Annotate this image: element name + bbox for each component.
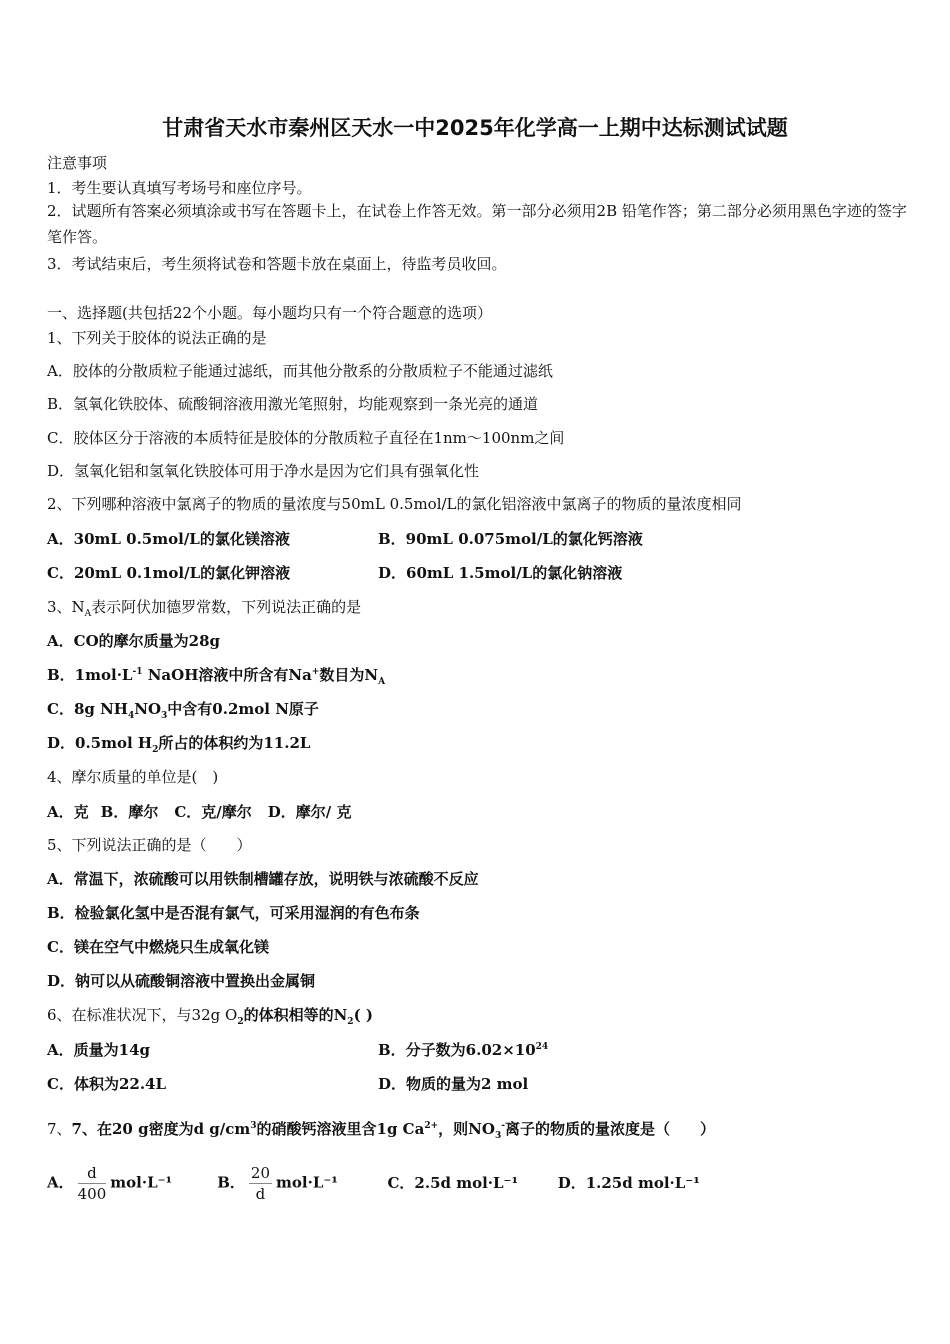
notice-item-2: 2．试题所有答案必须填涂或书写在答题卡上，在试卷上作答无效。第一部分必须用2B 铅笔作答；第二部分必须用黑色字迹的签字笔作答。	[47, 202, 907, 246]
question-5-option-d: D．钠可以从硫酸铜溶液中置换出金属铜	[47, 972, 316, 990]
question-4-options	[47, 801, 377, 822]
question-7-option-c: C．2.5d mol·L⁻¹	[387, 1173, 519, 1192]
fraction-a: $\frac{d}{400}$	[77, 1164, 107, 1203]
question-6-option-b: B．分子数为$6.02\times 10^{24}$	[378, 1041, 549, 1059]
question-3-option-a: A．CO的摩尔质量为28g	[47, 632, 221, 650]
question-1-option-a: A．胶体的分散质粒子能通过滤纸，而其他分散系的分散质粒子不能通过滤纸	[47, 362, 553, 380]
question-6-option-a: A．质量为14g	[47, 1041, 151, 1059]
question-3-option-c: C．8g $NH_4NO_3$中含有0.2mol N原子	[47, 700, 319, 721]
page-title: 甘肃省天水市秦州区天水一中2025年化学高一上期中达标测试试题	[162, 116, 788, 140]
question-7-stem: 7、7、在20 g密度为d $g/cm^3$的硝酸钙溶液里含1g $Ca^{2+}$，则$NO_3^-$离子的物质的量浓度是（ ）	[47, 1120, 715, 1141]
question-1-option-d: D．氢氧化铝和氢氧化铁胶体可用于净水是因为它们具有强氧化性	[47, 462, 480, 480]
question-6-option-d: D．物质的量为2 mol	[378, 1075, 529, 1093]
question-2-option-c: C．20mL 0.1mol/L的氯化钾溶液	[47, 564, 291, 582]
section-heading: 一、选择题(共包括22个小题。每小题均只有一个符合题意的选项）	[47, 304, 492, 322]
question-4-option-b: B．摩尔	[100, 803, 159, 821]
question-7-options	[47, 1163, 700, 1204]
question-3-stem: 3、$N_A$表示阿伏加德罗常数，下列说法正确的是	[47, 598, 362, 619]
question-7-option-b: B． $\frac{20}{d}$ mol·L⁻¹	[217, 1164, 338, 1203]
question-3-option-d: D．0.5mol $H_2$所占的体积约为11.2L	[47, 734, 311, 755]
question-1-stem: 1、下列关于胶体的说法正确的是	[47, 329, 267, 347]
question-2-option-b: B．90mL 0.075mol/L的氯化钙溶液	[378, 530, 643, 548]
question-4-stem: 4、摩尔质量的单位是( )	[47, 768, 219, 786]
question-2-option-a: A．30mL 0.5mol/L的氯化镁溶液	[47, 530, 290, 548]
question-2-option-d: D．60mL 1.5mol/L的氯化钠溶液	[378, 564, 623, 582]
question-7-option-a: A． $\frac{d}{400}$ mol·L⁻¹	[47, 1164, 173, 1203]
question-5-option-c: C．镁在空气中燃烧只生成氧化镁	[47, 938, 269, 956]
question-4-option-a: A．克	[47, 803, 89, 821]
fraction-b: $\frac{20}{d}$	[250, 1164, 271, 1203]
question-5-stem: 5、下列说法正确的是（ ）	[47, 836, 252, 854]
notice-item-3: 3．考试结束后，考生须将试卷和答题卡放在桌面上，待监考员收回。	[47, 255, 507, 273]
question-5-option-b: B．检验氯化氢中是否混有氯气，可采用湿润的有色布条	[47, 904, 420, 922]
question-3-option-b: B．$1mol\cdot L^{-1}$ NaOH溶液中所含有Na+数目为$N_A$	[47, 666, 386, 687]
question-6-stem: 6、在标准状况下，与32g $O_2$的体积相等的$N_2$( )	[47, 1006, 373, 1027]
notice-heading: 注意事项	[47, 154, 108, 172]
question-1-option-b: B．氢氧化铁胶体、硫酸铜溶液用激光笔照射，均能观察到一条光亮的通道	[47, 395, 539, 413]
question-4-option-c: C．克/摩尔	[174, 803, 252, 821]
question-2-stem: 2、下列哪种溶液中氯离子的物质的量浓度与50mL 0.5mol/L的氯化铝溶液中氯离子的物质的量浓度相同	[47, 495, 742, 513]
question-7-option-d: D．1.25d mol·L⁻¹	[557, 1173, 700, 1192]
question-1-option-c: C．胶体区分于溶液的本质特征是胶体的分散质粒子直径在1nm～100nm之间	[47, 429, 565, 447]
question-4-option-d: D．摩尔/ 克	[267, 803, 352, 821]
notice-item-1: 1．考生要认真填写考场号和座位序号。	[47, 179, 312, 197]
question-6-option-c: C．体积为22.4L	[47, 1075, 167, 1093]
question-5-option-a: A．常温下，浓硫酸可以用铁制槽罐存放，说明铁与浓硫酸不反应	[47, 870, 479, 888]
